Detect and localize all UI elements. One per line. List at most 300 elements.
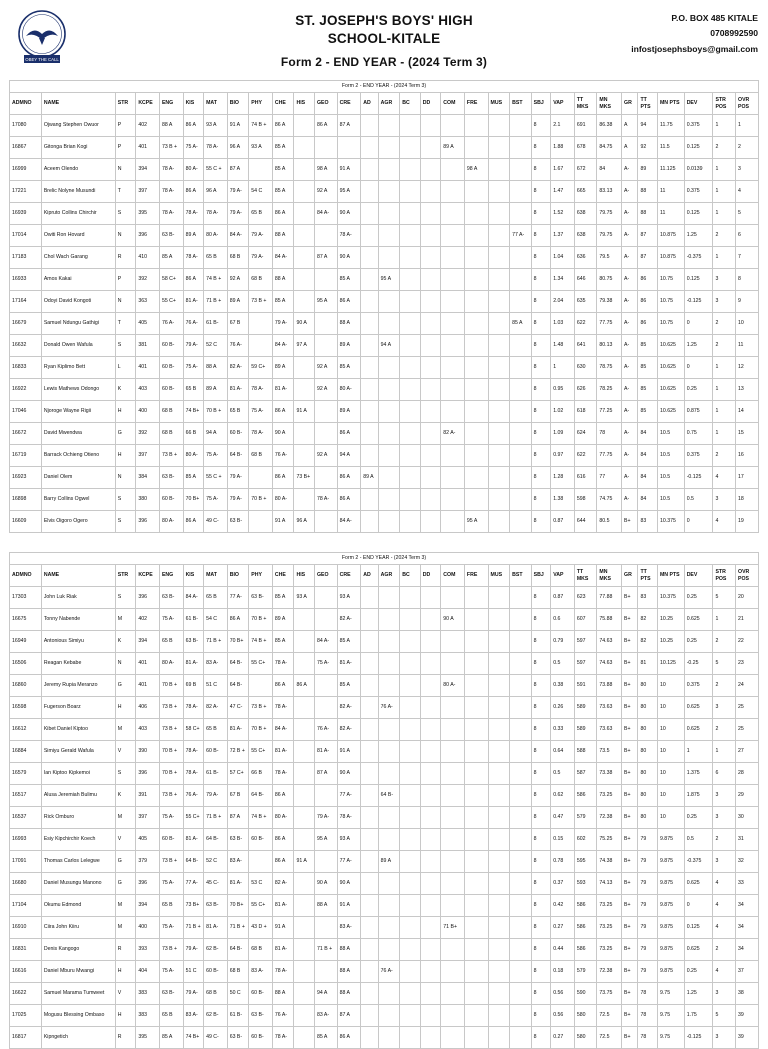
table-cell: 0.79 xyxy=(551,631,575,653)
table-row xyxy=(10,697,759,719)
table-cell xyxy=(464,895,488,917)
table-cell xyxy=(361,423,378,445)
table-cell: 65 B xyxy=(227,401,249,423)
table-cell: 0.25 xyxy=(684,587,713,609)
table-cell: 6 xyxy=(736,225,759,247)
table-cell: Daniel Olem xyxy=(41,467,115,489)
table-cell xyxy=(378,489,400,511)
column-header: VAP xyxy=(551,93,575,115)
table-cell xyxy=(361,401,378,423)
table-cell: 81 A- xyxy=(183,291,204,313)
table-cell: 80 xyxy=(638,763,658,785)
table-cell: 8 xyxy=(531,335,551,357)
table-cell: 5 xyxy=(713,1005,736,1027)
table-cell: 75.88 xyxy=(597,609,622,631)
table-cell: 383 xyxy=(136,1005,160,1027)
table-cell: A- xyxy=(622,423,638,445)
table-cell: 71 B + xyxy=(183,917,204,939)
table-cell xyxy=(378,939,400,961)
table-cell: 25 xyxy=(736,719,759,741)
table-cell xyxy=(361,939,378,961)
table-cell: 8 xyxy=(531,961,551,983)
table-cell: 88 A xyxy=(337,983,361,1005)
table-cell: B+ xyxy=(622,1027,638,1049)
table-cell: 395 xyxy=(136,1027,160,1049)
table-cell: 10 xyxy=(736,313,759,335)
table-cell: 1.88 xyxy=(551,137,575,159)
table-cell: 80.13 xyxy=(597,335,622,357)
table-cell: 3 xyxy=(713,269,736,291)
table-cell xyxy=(464,313,488,335)
table-cell: 2 xyxy=(713,939,736,961)
table-cell xyxy=(510,357,532,379)
table-cell: 16933 xyxy=(10,269,42,291)
table-cell: 76 A- xyxy=(227,335,249,357)
table-cell: 405 xyxy=(136,829,160,851)
table-cell: 85 A xyxy=(337,675,361,697)
column-header: MUS xyxy=(488,93,510,115)
table-cell: 3 xyxy=(713,807,736,829)
table-cell xyxy=(400,423,421,445)
table-cell: 31 xyxy=(736,829,759,851)
table-cell: 3 xyxy=(713,1027,736,1049)
table-cell: 79 A- xyxy=(272,313,294,335)
table-cell: 79 A- xyxy=(227,489,249,511)
table-cell: 17080 xyxy=(10,115,42,137)
table-cell: 0.37 xyxy=(551,873,575,895)
table-cell: 78 A- xyxy=(337,225,361,247)
table-row xyxy=(10,379,759,401)
table-cell: 76 A- xyxy=(378,697,400,719)
table-cell xyxy=(510,335,532,357)
column-header: MAT xyxy=(204,565,228,587)
table-cell: 24 xyxy=(736,675,759,697)
table-cell: 75 A- xyxy=(159,917,183,939)
table-cell: 665 xyxy=(574,181,597,203)
table-cell: 8 xyxy=(531,1005,551,1027)
table-cell: 10.25 xyxy=(657,631,684,653)
table-cell xyxy=(294,763,315,785)
column-header: STR POS xyxy=(713,565,736,587)
table-cell: 84 A- xyxy=(272,247,294,269)
table-cell: 363 xyxy=(136,291,160,313)
table-cell: B+ xyxy=(622,609,638,631)
table-cell: 77 xyxy=(597,467,622,489)
table-cell: 16612 xyxy=(10,719,42,741)
table-cell xyxy=(488,697,510,719)
table-cell: 403 xyxy=(136,719,160,741)
table-cell: 78 A- xyxy=(183,247,204,269)
table-cell: 89 A xyxy=(337,401,361,423)
table-cell: 65 B xyxy=(204,587,228,609)
table-cell xyxy=(400,511,421,533)
table-cell xyxy=(400,939,421,961)
table-cell: Odoyi David Kongoti xyxy=(41,291,115,313)
table-cell: B+ xyxy=(622,697,638,719)
column-header: OVR POS xyxy=(736,93,759,115)
table-cell: 17104 xyxy=(10,895,42,917)
column-header: GEO xyxy=(315,93,338,115)
table-cell xyxy=(315,785,338,807)
table-cell: 74 B+ xyxy=(183,1027,204,1049)
table-cell xyxy=(400,697,421,719)
table-cell: 602 xyxy=(574,829,597,851)
table-cell: 1.75 xyxy=(684,1005,713,1027)
table-cell xyxy=(510,939,532,961)
table-cell: 17164 xyxy=(10,291,42,313)
table-cell: 91 A xyxy=(294,401,315,423)
table-cell: 626 xyxy=(574,379,597,401)
table-cell: 33 xyxy=(736,873,759,895)
table-cell: 90 A xyxy=(315,873,338,895)
column-header: STR POS xyxy=(713,93,736,115)
table-cell: 4 xyxy=(736,181,759,203)
table-cell: 0.87 xyxy=(551,511,575,533)
table-cell: 4 xyxy=(713,511,736,533)
table-cell xyxy=(441,719,465,741)
table-cell: 9.875 xyxy=(657,939,684,961)
table-cell: Antonious Simiyu xyxy=(41,631,115,653)
table-cell: 70 B+ xyxy=(227,631,249,653)
table-cell: Alusa Jeremiah Bulimu xyxy=(41,785,115,807)
table-cell: 73.63 xyxy=(597,719,622,741)
table-cell: 16949 xyxy=(10,631,42,653)
table-cell: 401 xyxy=(136,357,160,379)
table-row xyxy=(10,741,759,763)
table-cell: 73 B + xyxy=(159,785,183,807)
table-cell: Jeremy Rupia Meranzo xyxy=(41,675,115,697)
table-cell xyxy=(400,895,421,917)
table-cell xyxy=(361,851,378,873)
table-cell: 8 xyxy=(531,247,551,269)
table-cell: Samuel Marama Tumweet xyxy=(41,983,115,1005)
table-cell xyxy=(510,467,532,489)
table-cell: -0.25 xyxy=(684,653,713,675)
table-cell: 86 A xyxy=(272,203,294,225)
table-cell: 0.125 xyxy=(684,137,713,159)
table-cell: 85 A xyxy=(272,137,294,159)
table-cell: 50 C xyxy=(227,983,249,1005)
table-cell: 10.875 xyxy=(657,247,684,269)
table-cell: 400 xyxy=(136,917,160,939)
table-cell: 63 B- xyxy=(227,511,249,533)
table-cell: 75 A- xyxy=(183,357,204,379)
column-header: TT PTS xyxy=(638,565,658,587)
table-cell: Daniel Musungu Manono xyxy=(41,873,115,895)
table-cell: 78 xyxy=(638,983,658,1005)
table-cell: 16506 xyxy=(10,653,42,675)
table-cell: 0 xyxy=(684,895,713,917)
table-cell: 92 A xyxy=(315,357,338,379)
table-cell: 0.64 xyxy=(551,741,575,763)
table-cell: 10 xyxy=(657,763,684,785)
table-cell: 70 B + xyxy=(159,763,183,785)
table-cell xyxy=(488,917,510,939)
table-cell xyxy=(294,697,315,719)
table-cell: 75 A- xyxy=(204,445,228,467)
table-cell: 0.625 xyxy=(684,719,713,741)
table-cell: 78 A- xyxy=(204,203,228,225)
table-cell: R xyxy=(115,247,136,269)
table-cell xyxy=(420,247,441,269)
table-cell: 2 xyxy=(713,335,736,357)
table-row xyxy=(10,137,759,159)
table-cell: 84 xyxy=(597,159,622,181)
table-cell: 86 A xyxy=(272,851,294,873)
table-cell: G xyxy=(115,423,136,445)
table-cell: 10.5 xyxy=(657,489,684,511)
table-cell: B+ xyxy=(622,719,638,741)
table-cell: 85 A xyxy=(159,1027,183,1049)
table-cell: 586 xyxy=(574,939,597,961)
table-cell xyxy=(294,445,315,467)
table-cell: 1 xyxy=(713,181,736,203)
table-cell: 17091 xyxy=(10,851,42,873)
table-cell xyxy=(441,983,465,1005)
table-cell: 1.04 xyxy=(551,247,575,269)
table-cell xyxy=(488,895,510,917)
table-cell: 79 A- xyxy=(227,467,249,489)
table-cell: 72.38 xyxy=(597,961,622,983)
table-cell xyxy=(315,137,338,159)
column-header: GR xyxy=(622,565,638,587)
table-cell: 88 xyxy=(638,203,658,225)
table-cell: 10 xyxy=(657,697,684,719)
table-cell xyxy=(361,1005,378,1027)
table-cell: 16679 xyxy=(10,313,42,335)
table-cell: 0.42 xyxy=(551,895,575,917)
table-cell: 83 xyxy=(638,587,658,609)
table-cell: 78 A- xyxy=(159,203,183,225)
table-cell: 85 A xyxy=(337,357,361,379)
column-header: HIS xyxy=(294,93,315,115)
table-cell: 60 B- xyxy=(159,829,183,851)
table-cell xyxy=(361,917,378,939)
table-cell: Donald Owen Wafula xyxy=(41,335,115,357)
table-cell xyxy=(420,851,441,873)
table-cell: 54 C xyxy=(249,181,273,203)
table-cell: 2 xyxy=(713,631,736,653)
table-cell: 77.75 xyxy=(597,313,622,335)
table-cell: P xyxy=(115,137,136,159)
table-cell xyxy=(378,1005,400,1027)
table-cell xyxy=(378,895,400,917)
table-cell: 9 xyxy=(736,291,759,313)
table-row xyxy=(10,939,759,961)
table-cell: 73 B + xyxy=(159,137,183,159)
table-cell xyxy=(400,291,421,313)
table-cell: 2 xyxy=(713,675,736,697)
results-table-2-wrapper xyxy=(9,552,759,1049)
table-cell: 1.875 xyxy=(684,785,713,807)
table-cell xyxy=(441,203,465,225)
table-cell: M xyxy=(115,807,136,829)
column-header: VAP xyxy=(551,565,575,587)
table-cell xyxy=(441,247,465,269)
table-cell: 8 xyxy=(531,741,551,763)
table-cell xyxy=(420,335,441,357)
table-cell: B+ xyxy=(622,675,638,697)
table-cell: 8 xyxy=(531,467,551,489)
table-cell xyxy=(441,379,465,401)
table-cell: -0.375 xyxy=(684,851,713,873)
table-cell: 62 B- xyxy=(204,939,228,961)
table-cell: 78 A- xyxy=(315,489,338,511)
table-cell: 91 A xyxy=(272,511,294,533)
table-cell xyxy=(510,763,532,785)
table-cell: 85 xyxy=(638,379,658,401)
table-cell: 580 xyxy=(574,1027,597,1049)
table-cell: 95 A xyxy=(378,269,400,291)
table-cell: 67 B xyxy=(227,313,249,335)
table-cell: 1.34 xyxy=(551,269,575,291)
table-cell: 95 A xyxy=(464,511,488,533)
table-cell: 16609 xyxy=(10,511,42,533)
table-cell: 16939 xyxy=(10,203,42,225)
table-cell: 90 A xyxy=(441,609,465,631)
table-cell: 8 xyxy=(531,313,551,335)
table-cell xyxy=(400,719,421,741)
table-cell xyxy=(294,247,315,269)
table-cell: 74 B + xyxy=(204,269,228,291)
table-cell: 8 xyxy=(531,675,551,697)
table-cell: 0 xyxy=(684,357,713,379)
table-cell xyxy=(488,1005,510,1027)
table-cell xyxy=(488,489,510,511)
table-cell: 396 xyxy=(136,587,160,609)
table-cell: 20 xyxy=(736,587,759,609)
table-cell xyxy=(464,829,488,851)
table-cell xyxy=(488,445,510,467)
table-cell: 77.25 xyxy=(597,401,622,423)
table-cell xyxy=(294,291,315,313)
table-cell: 635 xyxy=(574,291,597,313)
table-cell: 91 A xyxy=(272,917,294,939)
table-cell: 8 xyxy=(531,1027,551,1049)
table-cell xyxy=(510,873,532,895)
table-cell: 83 A- xyxy=(204,653,228,675)
table-cell: 16517 xyxy=(10,785,42,807)
table-cell xyxy=(464,587,488,609)
table-cell xyxy=(464,983,488,1005)
table-cell: 80 A- xyxy=(204,225,228,247)
table-cell xyxy=(420,159,441,181)
table-cell: 89 A xyxy=(441,137,465,159)
table-cell: 4 xyxy=(713,917,736,939)
table-cell: 597 xyxy=(574,631,597,653)
table-cell xyxy=(464,1005,488,1027)
table-cell: 1.37 xyxy=(551,225,575,247)
table-cell: 62 B- xyxy=(204,1005,228,1027)
table-cell: 11.125 xyxy=(657,159,684,181)
table-cell: 401 xyxy=(136,653,160,675)
table-cell xyxy=(294,873,315,895)
table-cell: 79 xyxy=(638,829,658,851)
table-cell: Gitonga Brian Kogi xyxy=(41,137,115,159)
table-cell: N xyxy=(115,467,136,489)
table-cell xyxy=(378,741,400,763)
school-name-line1: ST. JOSEPH'S BOYS' HIGH xyxy=(295,13,473,28)
table-cell: 80 A- xyxy=(337,379,361,401)
table-cell: 89 A xyxy=(337,335,361,357)
table-cell xyxy=(464,291,488,313)
table-cell: Samuel Ndungu Gathigi xyxy=(41,313,115,335)
table-cell: 68 B xyxy=(159,401,183,423)
table-cell xyxy=(400,983,421,1005)
table-cell: 70 B + xyxy=(159,741,183,763)
table-cell xyxy=(420,291,441,313)
table-cell: 0.97 xyxy=(551,445,575,467)
table-cell: -0.125 xyxy=(684,1027,713,1049)
table-cell: 60 B- xyxy=(159,357,183,379)
table-cell: 1.25 xyxy=(684,335,713,357)
table-cell xyxy=(294,137,315,159)
table-cell: 73.25 xyxy=(597,939,622,961)
table-cell xyxy=(510,653,532,675)
table-cell: Barrack Ochieng Otieno xyxy=(41,445,115,467)
column-header: TT MKS xyxy=(574,93,597,115)
table-cell: 18 xyxy=(736,489,759,511)
table-cell xyxy=(378,1027,400,1049)
table-cell: 70 B + xyxy=(249,489,273,511)
table-cell: 81 A- xyxy=(272,895,294,917)
table-cell: 88 A xyxy=(272,225,294,247)
table-cell: 73 B+ xyxy=(294,467,315,489)
table-cell: 83 A- xyxy=(227,851,249,873)
table-cell: 74.13 xyxy=(597,873,622,895)
table-cell xyxy=(441,357,465,379)
table-cell: 1 xyxy=(713,247,736,269)
table-cell: 37 xyxy=(736,961,759,983)
table-cell: 78 xyxy=(638,1005,658,1027)
table-cell xyxy=(488,719,510,741)
table-cell: 60 B- xyxy=(204,741,228,763)
table-cell xyxy=(420,203,441,225)
table-cell xyxy=(315,225,338,247)
table-cell xyxy=(420,983,441,1005)
table-cell xyxy=(294,181,315,203)
table-cell: 644 xyxy=(574,511,597,533)
table-cell: A- xyxy=(622,467,638,489)
table-cell xyxy=(488,379,510,401)
table-cell xyxy=(464,379,488,401)
table-cell xyxy=(249,335,273,357)
table-cell: 93 A xyxy=(294,587,315,609)
table-cell xyxy=(420,137,441,159)
table-cell xyxy=(420,181,441,203)
table-cell: B+ xyxy=(622,785,638,807)
table-cell xyxy=(400,357,421,379)
table-cell: 17221 xyxy=(10,181,42,203)
table-cell xyxy=(400,917,421,939)
table-cell: 17046 xyxy=(10,401,42,423)
table-cell xyxy=(361,225,378,247)
table-cell: 53 C xyxy=(249,873,273,895)
table-cell: 82 A- xyxy=(227,357,249,379)
table-cell: 16993 xyxy=(10,829,42,851)
table-cell: 73.25 xyxy=(597,895,622,917)
table-cell: A- xyxy=(622,313,638,335)
table-cell: 16999 xyxy=(10,159,42,181)
table-cell: Kipruto Collins Chirchir xyxy=(41,203,115,225)
table-cell: 77 A- xyxy=(183,873,204,895)
table-cell: 401 xyxy=(136,675,160,697)
table-cell: 0.5 xyxy=(551,653,575,675)
table-cell: 98 A xyxy=(315,159,338,181)
table-cell xyxy=(361,115,378,137)
table-cell: 1 xyxy=(713,741,736,763)
table-cell: A- xyxy=(622,159,638,181)
